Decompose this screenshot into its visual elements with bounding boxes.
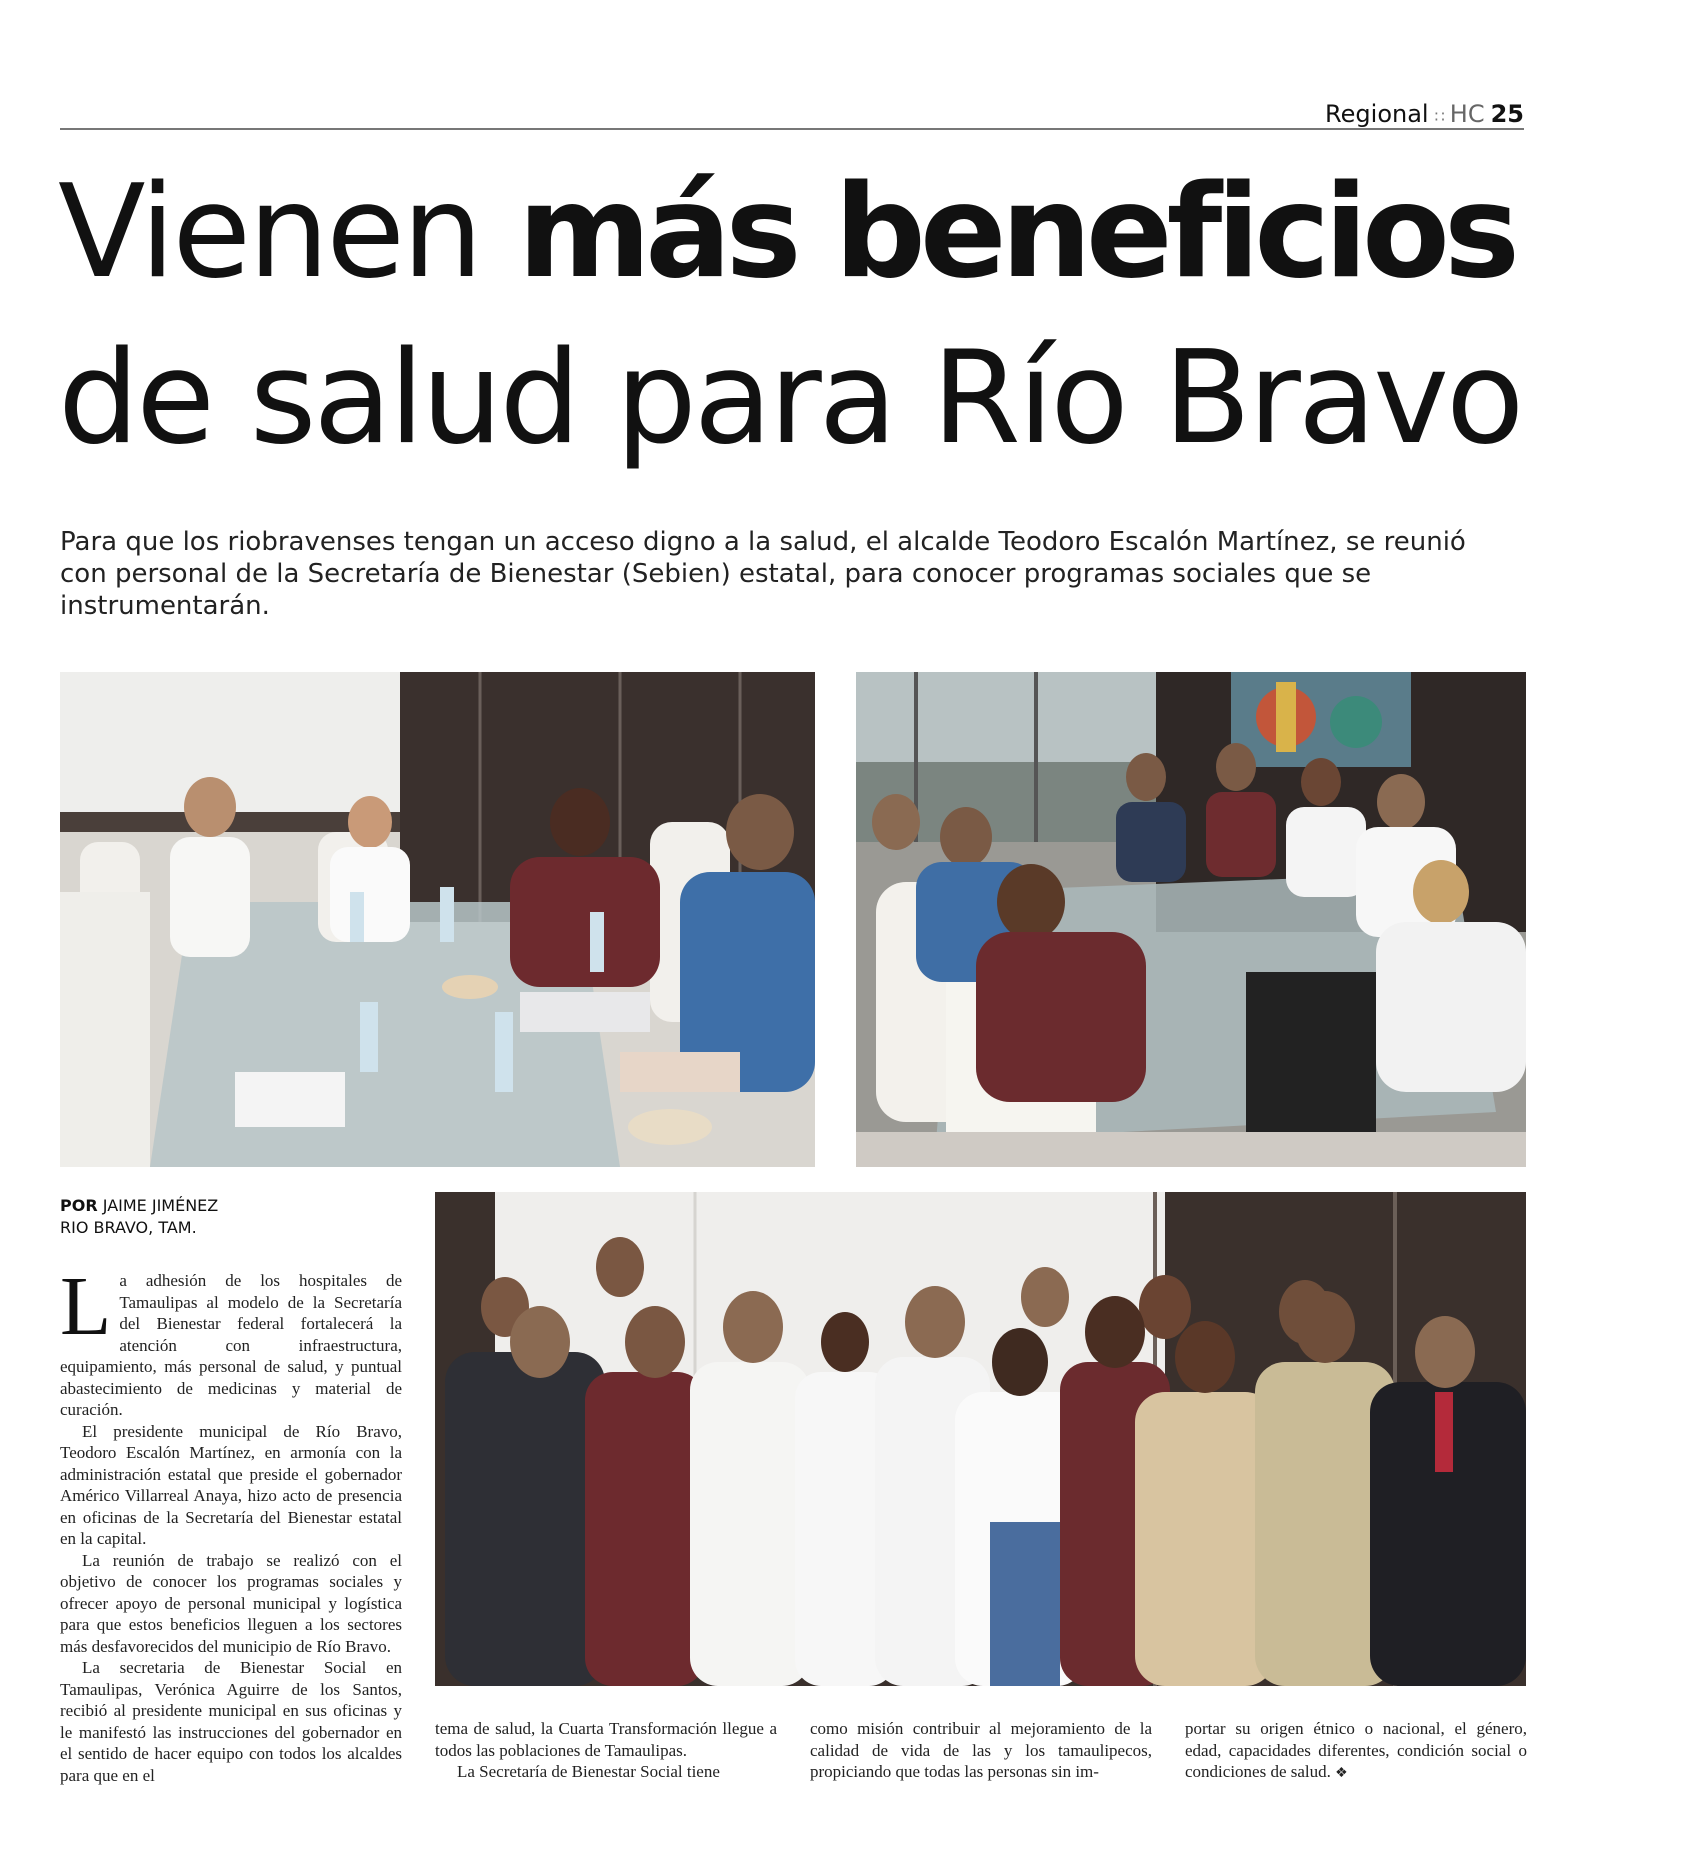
group-photo-image bbox=[435, 1192, 1526, 1686]
article-paragraph-1 bbox=[60, 1260, 402, 1421]
brand-mark: HC bbox=[1449, 100, 1485, 128]
byline bbox=[60, 1195, 218, 1239]
byline-author: JAIME JIMÉNEZ bbox=[102, 1196, 219, 1215]
headline-part3: de salud para Río Bravo bbox=[58, 324, 1522, 473]
drop-cap: L bbox=[60, 1260, 112, 1353]
deck-summary: Para que los riobravenses tengan un acceso digno a la salud, el alcalde Teodoro Escalón Martínez, se reunió con personal de la Secretaría de Bienestar (Sebien) estatal, para conocer programas sociales que se instrumentarán. bbox=[60, 527, 1466, 621]
headline-bold: más beneficios bbox=[517, 158, 1515, 307]
page-number: 25 bbox=[1490, 100, 1524, 128]
headline bbox=[58, 150, 1528, 482]
section-name: Regional bbox=[1325, 100, 1429, 128]
article-paragraph-4: La secretaria de Bienestar Social en Tamaulipas, Verónica Aguirre de los Santos, recibió al presidente municipal en sus oficinas y le manifestó las instrucciones del gobernador en el sentido de hacer equipo con todos los alcaldes para que en el bbox=[60, 1658, 402, 1785]
meeting-photo-1 bbox=[60, 672, 815, 1167]
meeting-photo-2 bbox=[856, 672, 1526, 1167]
article-column-3 bbox=[810, 1718, 1152, 1783]
section-header bbox=[1325, 100, 1524, 128]
paragraph-1-text: a adhesión de los hospitales de Tamaulipas al modelo de la Secretaría del Bienestar federal fortalecerá la atención con infraestructura, equipamiento, más personal de salud, y puntual abastecimiento de medicinas y material de curación. bbox=[60, 1271, 402, 1419]
article-paragraph-3: La reunión de trabajo se realizó con el objetivo de conocer los programas sociales y ofrecer apoyo de personal municipal y logística para que estos beneficios lleguen a los sectores más desfavorecidos del municipio de Río Bravo. bbox=[60, 1550, 402, 1656]
meeting-photo-1-image bbox=[60, 672, 815, 1167]
article-paragraph-2: El presidente municipal de Río Bravo, Teodoro Escalón Martínez, en armonía con la administración estatal que preside el gobernador Américo Villarreal Anaya, hizo acto de presencia en oficinas de la Secretaría del Bienestar estatal en la capital. bbox=[60, 1421, 402, 1548]
article-paragraph-5-end bbox=[1185, 1718, 1527, 1785]
separator-dots-icon: ∷ bbox=[1434, 107, 1444, 126]
article-paragraph-5-cont: como misión contribuir al mejoramiento de la calidad de vida de las y los tamaulipecos, propiciando que todas las personas sin im- bbox=[810, 1719, 1152, 1781]
header-rule bbox=[60, 128, 1524, 130]
article-column-1 bbox=[60, 1260, 402, 1786]
byline-prefix: POR bbox=[60, 1196, 98, 1215]
meeting-photo-2-image bbox=[856, 672, 1526, 1167]
article-column-4 bbox=[1185, 1718, 1527, 1785]
article-paragraph-4-cont: tema de salud, la Cuarta Transformación llegue a todos las poblaciones de Tamaulipas. bbox=[435, 1719, 777, 1760]
group-photo bbox=[435, 1192, 1526, 1686]
dateline: RIO BRAVO, TAM. bbox=[60, 1218, 197, 1237]
paragraph-5-end-text: portar su origen étnico o nacional, el género, edad, capacidades diferentes, condición social o condiciones de salud. bbox=[1185, 1719, 1527, 1781]
end-mark-icon: ❖ bbox=[1335, 1766, 1348, 1781]
headline-part1: Vienen bbox=[58, 158, 481, 307]
article-column-2 bbox=[435, 1718, 777, 1783]
article-paragraph-5: La Secretaría de Bienestar Social tiene bbox=[457, 1762, 720, 1781]
